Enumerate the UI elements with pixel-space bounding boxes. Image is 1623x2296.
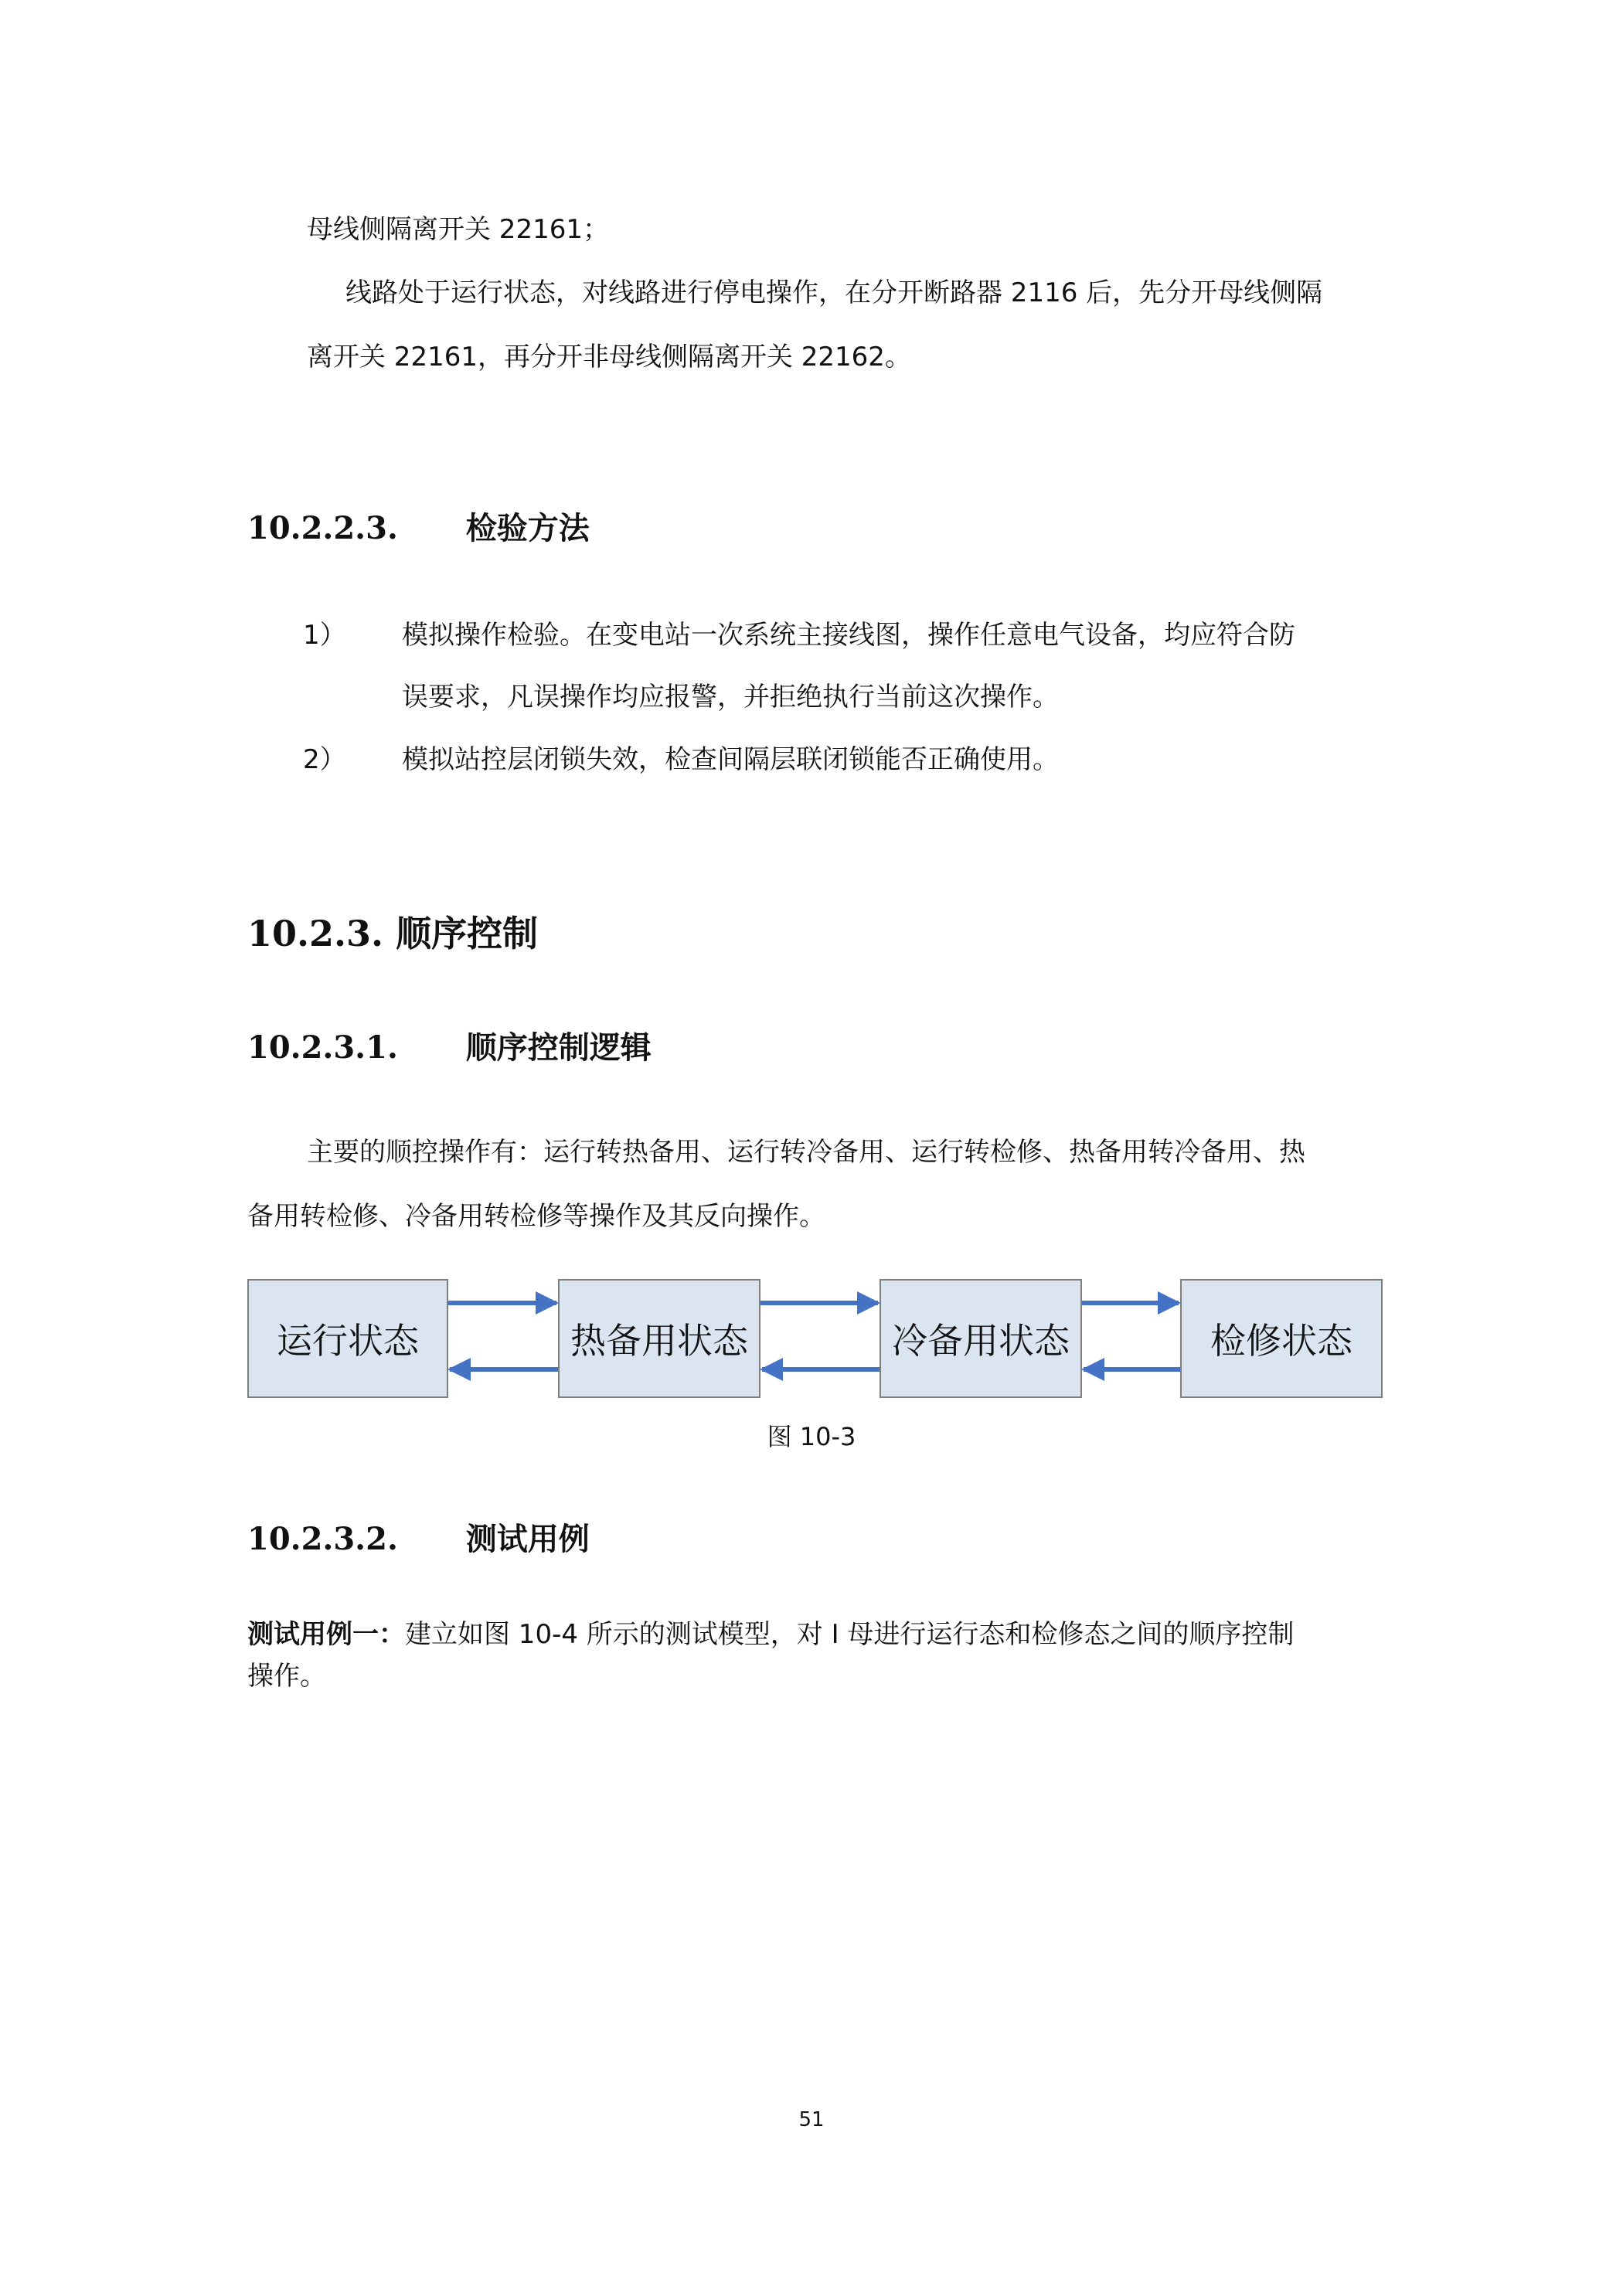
figure-caption: 图 10-3	[767, 1422, 856, 1451]
state-box-cold-standby: 冷备用状态	[880, 1279, 1082, 1398]
list-item-line: 误要求，凡误操作均应报警，并拒绝执行当前这次操作。	[402, 682, 1059, 713]
list-item-line: 模拟站控层闭锁失效，检查间隔层联闭锁能否正确使用。	[402, 744, 1059, 775]
page-number: 51	[798, 2108, 825, 2131]
section-title: 测试用例	[465, 1521, 590, 1557]
section-number: 10.2.2.3.	[247, 510, 398, 546]
test-case-text: 建立如图 10-4 所示的测试模型，对 I 母进行运行态和检修态之间的顺序控制	[405, 1619, 1295, 1650]
paragraph-line: 线路处于运行状态，对线路进行停电操作，在分开断路器 2116 后，先分开母线侧隔	[345, 277, 1323, 308]
section-heading-10232	[247, 1521, 590, 1557]
section-title: 顺序控制逻辑	[465, 1029, 652, 1066]
paragraph-line: 备用转检修、冷备用转检修等操作及其反向操作。	[247, 1201, 825, 1232]
test-case-line	[247, 1621, 1294, 1648]
state-box-maintenance: 检修状态	[1180, 1279, 1383, 1398]
list-item-line: 模拟操作检验。在变电站一次系统主接线图，操作任意电气设备，均应符合防	[402, 620, 1295, 651]
paragraph-line: 离开关 22161，再分开非母线侧隔离开关 22162。	[307, 342, 911, 372]
state-box-hot-standby: 热备用状态	[558, 1279, 760, 1398]
section-number: 10.2.3.1.	[247, 1029, 398, 1066]
paragraph-line: 主要的顺控操作有：运行转热备用、运行转冷备用、运行转检修、热备用转冷备用、热	[307, 1137, 1305, 1168]
paragraph-line: 母线侧隔离开关 22161；	[307, 214, 609, 245]
test-case-label: 测试用例一：	[247, 1619, 405, 1650]
section-number: 10.2.3.2.	[247, 1521, 398, 1557]
section-number: 10.2.3.	[247, 913, 384, 954]
section-title: 检验方法	[465, 510, 590, 546]
section-title: 顺序控制	[396, 913, 539, 954]
state-box-running: 运行状态	[247, 1279, 448, 1398]
list-marker: 1）	[303, 620, 346, 651]
test-case-line: 操作。	[247, 1661, 326, 1692]
list-marker: 2）	[303, 744, 346, 775]
